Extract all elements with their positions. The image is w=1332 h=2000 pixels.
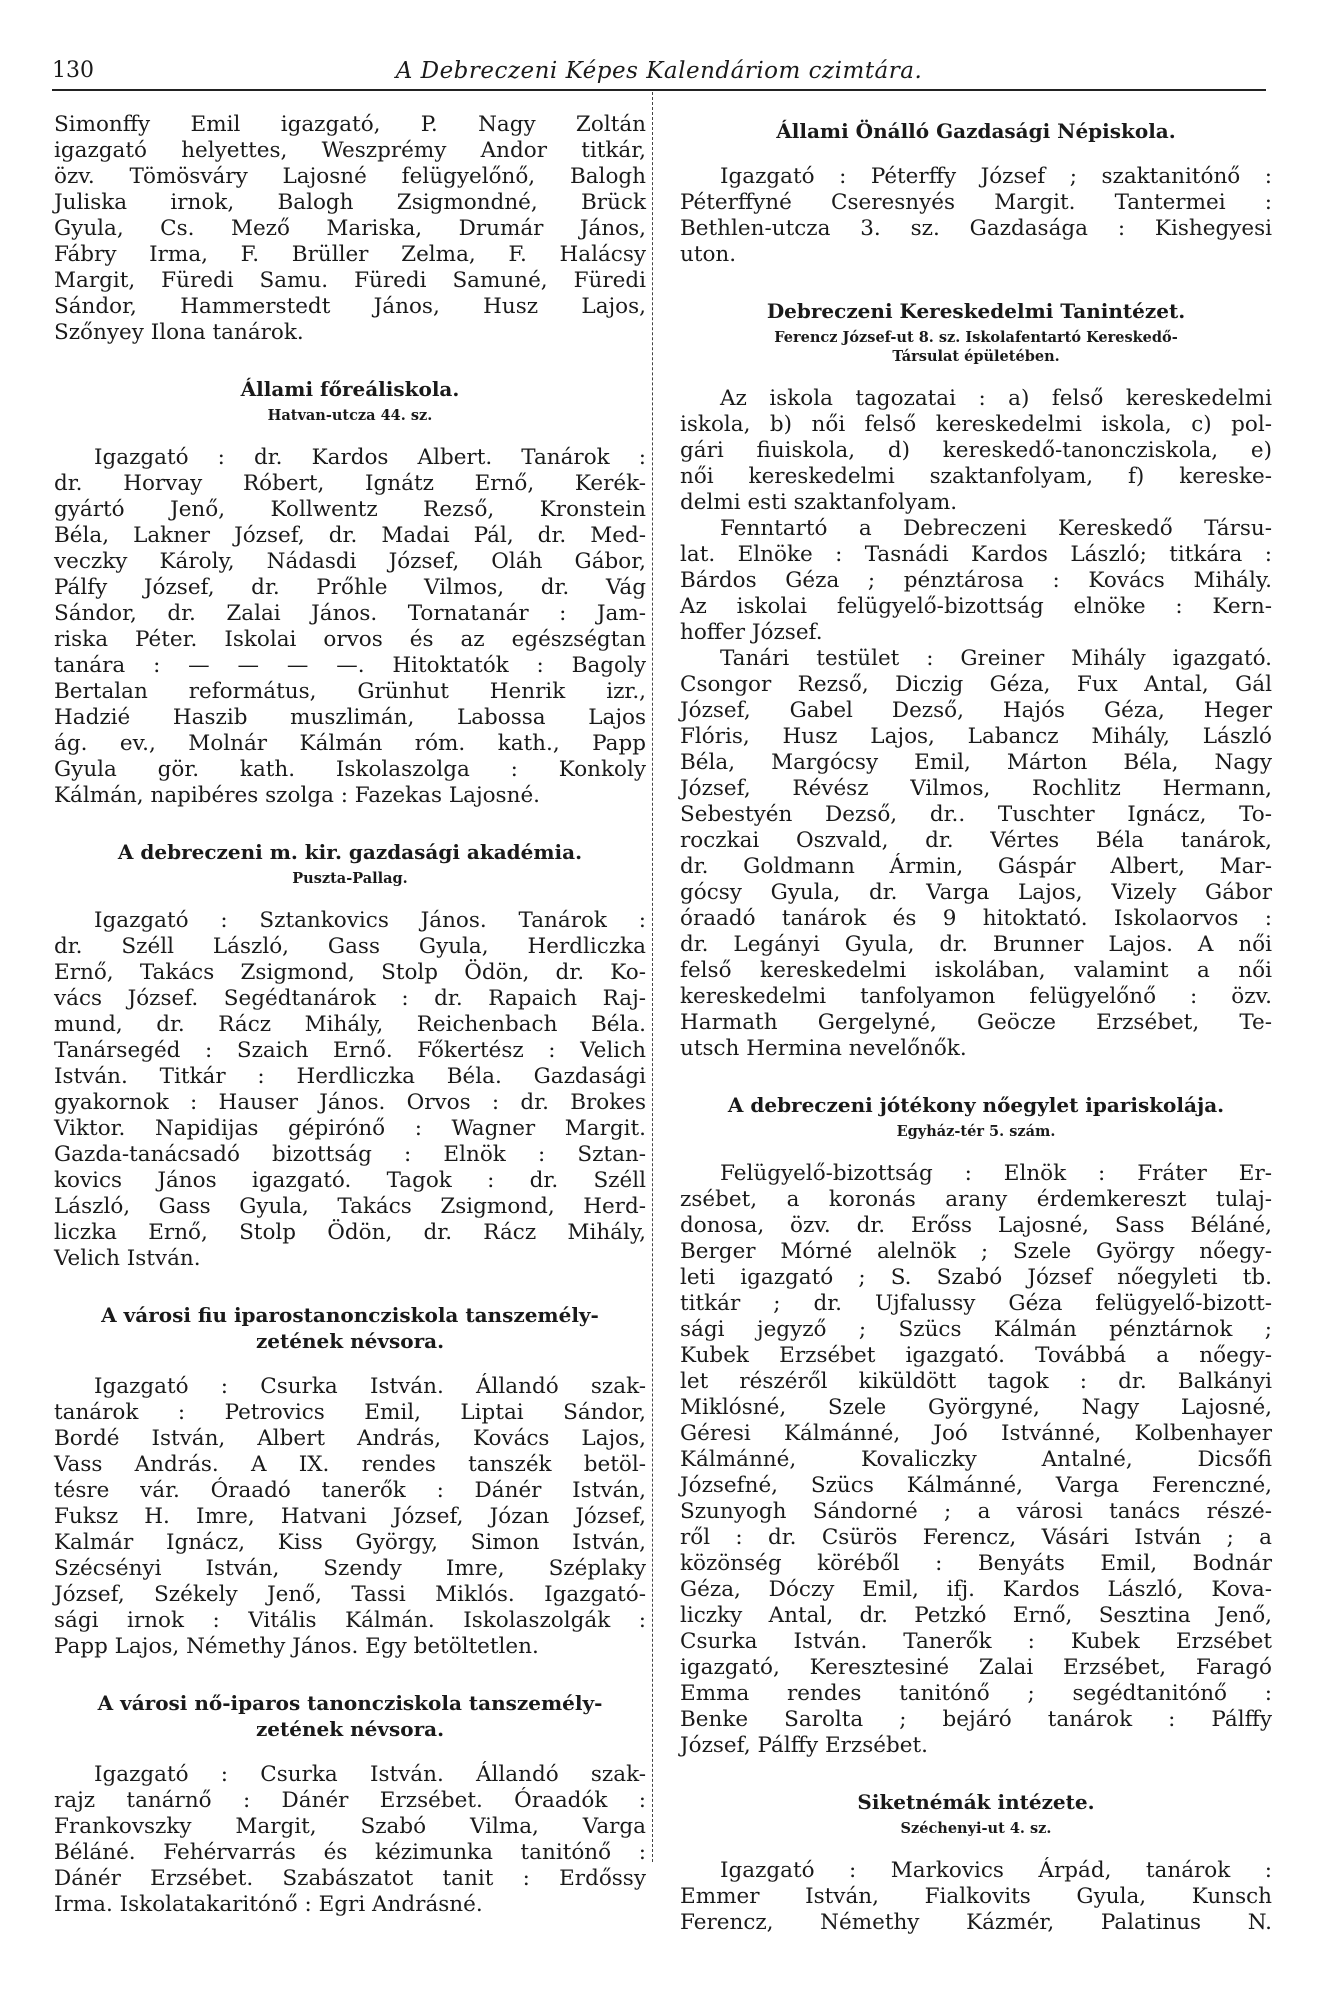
text-line: női kereskedelmi szaktanfolyam, f) kereske-: [680, 464, 1272, 489]
text-line: kereskedelmi tanfolyamon felügyelőnő : özv.: [680, 984, 1272, 1009]
paragraph: [54, 445, 646, 809]
text-line: Emma rendes tanitónő ; segédtanitónő :: [680, 1681, 1272, 1706]
column-divider: [652, 92, 653, 1862]
text-line: Igazgató : Péterffy József ; szaktanitónő :: [720, 164, 1272, 189]
page-number: 130: [52, 58, 94, 83]
text-line: delmi esti szaktanfolyam.: [680, 490, 958, 515]
text-line: Velich István.: [54, 1246, 201, 1271]
text-line: Fenntartó a Debreczeni Kereskedő Társu-: [720, 516, 1272, 541]
text-line: Gyula, Cs. Mező Mariska, Drumár János,: [54, 216, 646, 241]
text-line: gyakornok : Hauser János. Orvos : dr. Brokes: [54, 1090, 646, 1115]
text-line: roczkai Oszvald, dr. Vértes Béla tanárok,: [680, 828, 1272, 853]
text-line: mund, dr. Rácz Mihály, Reichenbach Béla.: [54, 1012, 646, 1037]
text-line: Bethlen-utcza 3. sz. Gazdasága : Kishegyesi: [680, 216, 1272, 241]
text-line: Irma. Iskolatakaritónő : Egri Andrásné.: [54, 1892, 483, 1917]
text-line: József, Gabel Dezső, Hajós Géza, Heger: [680, 698, 1272, 723]
text-line: uton.: [680, 242, 737, 267]
section-heading: [680, 1092, 1272, 1118]
text-line: Felügyelő-bizottság : Elnök : Fráter Er-: [720, 1161, 1272, 1186]
text-line: gári fiuiskola, d) kereskedő-tanoncziskola, e): [680, 438, 1272, 463]
heading-line: A debreczeni m. kir. gazdasági akadémia.: [117, 840, 583, 864]
text-line: utsch Hermina nevelőnők.: [680, 1036, 967, 1061]
text-line: Az iskola tagozatai : a) felső kereskedelmi: [720, 386, 1272, 411]
text-line: rajz tanárnő : Dánér Erzsébet. Óraadók :: [54, 1788, 646, 1813]
text-line: Csurka István. Tanerők : Kubek Erzsébet: [680, 1629, 1272, 1654]
text-line: Flóris, Husz Lajos, Labancz Mihály, László: [680, 724, 1272, 749]
text-line: Simonffy Emil igazgató, P. Nagy Zoltán: [54, 112, 646, 137]
text-line: felső kereskedelmi iskolában, valamint a női: [680, 958, 1272, 983]
page-header: [52, 58, 1266, 90]
text-line: tésre vár. Óraadó tanerők : Dánér István,: [54, 1478, 646, 1503]
text-line: Pálfy József, dr. Prőhle Vilmos, dr. Vág: [54, 575, 646, 600]
text-line: Kálmánné, Kovaliczky Antalné, Dicsőfi: [680, 1447, 1272, 1472]
text-line: Miklósné, Szele Györgyné, Nagy Lajosné,: [680, 1395, 1272, 1420]
text-line: Gyula gör. kath. Iskolaszolga : Konkoly: [54, 757, 646, 782]
text-line: Emmer István, Fialkovits Gyula, Kunsch: [680, 1884, 1272, 1909]
text-line: Gazda-tanácsadó bizottság : Elnök : Sztan-: [54, 1142, 646, 1167]
text-line: Tanári testület : Greiner Mihály igazgató.: [720, 646, 1272, 671]
text-line: dr. Széll László, Gass Gyula, Herdliczka: [54, 934, 646, 959]
heading-line: zetének névsora.: [255, 1717, 445, 1741]
heading-line: zetének névsora.: [255, 1329, 445, 1353]
address-line: Ferencz József-ut 8. sz. Iskolafentartó Kereskedő-: [774, 329, 1178, 346]
section-address: [54, 869, 646, 888]
text-line: hoffer József.: [680, 620, 823, 645]
text-line: gyártó Jenő, Kollwentz Rezső, Kronstein: [54, 497, 646, 522]
paragraph: [680, 646, 1272, 1062]
section-heading: [680, 118, 1272, 144]
text-line: Béla, Lakner József, dr. Madai Pál, dr. Med-: [54, 523, 646, 548]
address-line: Hatvan-utcza 44. sz.: [267, 407, 433, 424]
address-line: Társulat épületében.: [892, 348, 1060, 365]
text-line: sági jegyző ; Szücs Kálmán pénztárnok ;: [680, 1317, 1272, 1342]
heading-line: A városi nő-iparos tanoncziskola tanszemély-: [97, 1691, 603, 1715]
text-line: Fábry Irma, F. Brüller Zelma, F. Halácsy: [54, 242, 646, 267]
text-line: Csongor Rezső, Diczig Géza, Fux Antal, Gál: [680, 672, 1272, 697]
header-rule: [52, 89, 1266, 91]
text-line: tanárok : Petrovics Emil, Liptai Sándor,: [54, 1400, 646, 1425]
text-line: dr. Legányi Gyula, dr. Brunner Lajos. A női: [680, 932, 1272, 957]
text-line: Józsefné, Szücs Kálmánné, Varga Ferenczné,: [680, 1473, 1272, 1498]
text-line: Harmath Gergelyné, Geöcze Erzsébet, Te-: [680, 1010, 1272, 1035]
text-line: Bordé István, Albert András, Kovács Lajos,: [54, 1426, 646, 1451]
section-heading: [54, 1302, 646, 1354]
section-heading: [680, 298, 1272, 324]
text-line: közönség köréből : Benyáts Emil, Bodnár: [680, 1551, 1272, 1576]
heading-line: Állami főreáliskola.: [240, 377, 460, 401]
address-line: Széchenyi-ut 4. sz.: [900, 1820, 1052, 1837]
section-heading: [54, 839, 646, 865]
text-line: Igazgató : Markovics Árpád, tanárok :: [720, 1858, 1272, 1883]
text-line: Berger Mórné alelnök ; Szele György nőegy-: [680, 1239, 1272, 1264]
text-line: István. Titkár : Herdliczka Béla. Gazdasági: [54, 1064, 646, 1089]
text-line: lat. Elnöke : Tasnádi Kardos László; titkára :: [680, 542, 1272, 567]
paragraph: [54, 1374, 646, 1660]
section-heading: [54, 1690, 646, 1742]
text-line: Kubek Erzsébet igazgató. Továbbá a nőegy-: [680, 1343, 1272, 1368]
text-line: Vass András. A IX. rendes tanszék betöl-: [54, 1452, 646, 1477]
text-line: donosa, özv. dr. Erőss Lajosné, Sass Béláné,: [680, 1213, 1272, 1238]
address-line: Egyház-tér 5. szám.: [896, 1123, 1056, 1140]
text-line: dr. Goldmann Ármin, Gáspár Albert, Mar-: [680, 854, 1272, 879]
text-line: óraadó tanárok és 9 hitoktató. Iskolaorvos :: [680, 906, 1272, 931]
text-line: Viktor. Napidijas gépirónő : Wagner Margit.: [54, 1116, 646, 1141]
paragraph: [680, 1858, 1272, 1936]
text-line: Igazgató : dr. Kardos Albert. Tanárok :: [94, 445, 646, 470]
text-line: Ferencz, Némethy Kázmér, Palatinus N.: [680, 1910, 1272, 1935]
text-line: kovics János igazgató. Tagok : dr. Széll: [54, 1168, 646, 1193]
text-line: tanára : — — — —. Hitoktatók : Bagoly: [54, 653, 646, 678]
text-line: Sándor, Hammerstedt János, Husz Lajos,: [54, 294, 646, 319]
text-line: Frankovszky Margit, Szabó Vilma, Varga: [54, 1814, 646, 1839]
text-line: zsébet, a koronás arany érdemkereszt tulaj-: [680, 1187, 1272, 1212]
text-line: Bertalan református, Grünhut Henrik izr.,: [54, 679, 646, 704]
text-line: Igazgató : Sztankovics János. Tanárok :: [94, 908, 646, 933]
heading-line: Siketnémák intézete.: [857, 1790, 1095, 1814]
text-line: let részéről kiküldött tagok : dr. Balkányi: [680, 1369, 1272, 1394]
text-line: Szőnyey Ilona tanárok.: [54, 320, 304, 345]
text-line: József, Székely Jenő, Tassi Miklós. Igazgató-: [54, 1582, 646, 1607]
text-line: Igazgató : Csurka István. Állandó szak-: [94, 1762, 646, 1787]
text-line: liczka Ernő, Stolp Ödön, dr. Rácz Mihály,: [54, 1220, 646, 1245]
heading-line: A debreczeni jótékony nőegylet ipariskolája.: [727, 1093, 1225, 1117]
text-line: Margit, Füredi Samu. Füredi Samuné, Füredi: [54, 268, 646, 293]
heading-line: A városi fiu iparostanoncziskola tanszemély-: [101, 1303, 599, 1327]
text-line: Géresi Kálmánné, Joó Istvánné, Kolbenhayer: [680, 1421, 1272, 1446]
section-address: [54, 406, 646, 425]
text-line: László, Gass Gyula, Takács Zsigmond, Herd-: [54, 1194, 646, 1219]
text-line: Ernő, Takács Zsigmond, Stolp Ödön, dr. Ko-: [54, 960, 646, 985]
section-heading: [54, 376, 646, 402]
text-line: Béla, Margócsy Emil, Márton Béla, Nagy: [680, 750, 1272, 775]
text-line: veczky Károly, Nádasdi József, Oláh Gábor,: [54, 549, 646, 574]
text-line: Fuksz H. Imre, Hatvani József, Józan József,: [54, 1504, 646, 1529]
text-line: riska Péter. Iskolai orvos és az egészségtan: [54, 627, 646, 652]
running-title: A Debreczeni Képes Kalendáriom czimtára.: [395, 58, 923, 84]
paragraph: [680, 516, 1272, 646]
text-line: liczky Antal, dr. Petzkó Ernő, Sesztina Jenő,: [680, 1603, 1272, 1628]
text-line: Sándor, dr. Zalai János. Tornatanár : Jam-: [54, 601, 646, 626]
paragraph: [680, 386, 1272, 516]
text-line: Benke Sarolta ; bejáró tanárok : Pálffy: [680, 1707, 1272, 1732]
paragraph: [54, 908, 646, 1272]
text-line: Szunyogh Sándorné ; a városi tanács részé-: [680, 1499, 1272, 1524]
paragraph: [54, 112, 646, 346]
text-line: Kalmár Ignácz, Kiss György, Simon István,: [54, 1530, 646, 1555]
text-line: Péterffyné Cseresnyés Margit. Tantermei :: [680, 190, 1272, 215]
text-line: Géza, Dóczy Emil, ifj. Kardos László, Kova-: [680, 1577, 1272, 1602]
text-line: József, Révész Vilmos, Rochlitz Hermann,: [680, 776, 1272, 801]
text-line: Bárdos Géza ; pénztárosa : Kovács Mihály.: [680, 568, 1272, 593]
text-line: Juliska irnok, Balogh Zsigmondné, Brück: [54, 190, 646, 215]
text-line: Tanársegéd : Szaich Ernő. Főkertész : Velich: [54, 1038, 646, 1063]
section-address: [680, 1122, 1272, 1141]
paragraph: [680, 164, 1272, 268]
text-line: iskola, b) női felső kereskedelmi iskola, c) pol-: [680, 412, 1272, 437]
text-line: ág. ev., Molnár Kálmán róm. kath., Papp: [54, 731, 646, 756]
text-line: ről : dr. Csürös Ferencz, Vásári István ; a: [680, 1525, 1272, 1550]
address-line: Puszta-Pallag.: [292, 870, 408, 887]
text-line: Dánér Erzsébet. Szabászatot tanit : Erdőssy: [54, 1866, 646, 1891]
text-line: igazgató helyettes, Weszprémy Andor titkár,: [54, 138, 646, 163]
text-line: Szécsényi István, Szendy Imre, Széplaky: [54, 1556, 646, 1581]
text-line: gócsy Gyula, dr. Varga Lajos, Vizely Gábor: [680, 880, 1272, 905]
text-line: Béláné. Fehérvarrás és kézimunka tanitónő :: [54, 1840, 646, 1865]
heading-line: Állami Önálló Gazdasági Népiskola.: [776, 119, 1176, 143]
text-line: titkár ; dr. Ujfalussy Géza felügyelő-bizott-: [680, 1291, 1272, 1316]
text-line: vács József. Segédtanárok : dr. Rapaich Raj-: [54, 986, 646, 1011]
text-line: József, Pálffy Erzsébet.: [680, 1733, 928, 1758]
text-line: Papp Lajos, Némethy János. Egy betöltetlen.: [54, 1634, 539, 1659]
section-heading: [680, 1789, 1272, 1815]
text-line: Sebestyén Dezső, dr.. Tuschter Ignácz, To-: [680, 802, 1272, 827]
left-column: [54, 112, 646, 1918]
text-line: igazgató, Keresztesiné Zalai Erzsébet, Faragó: [680, 1655, 1272, 1680]
paragraph: [54, 1762, 646, 1918]
text-line: leti igazgató ; S. Szabó József nőegyleti tb.: [680, 1265, 1272, 1290]
text-line: Igazgató : Csurka István. Állandó szak-: [94, 1374, 646, 1399]
text-line: Kálmán, napibéres szolga : Fazekas Lajosné.: [54, 783, 540, 808]
text-line: Hadzié Haszib muszlimán, Labossa Lajos: [54, 705, 646, 730]
text-line: özv. Tömösváry Lajosné felügyelőnő, Balogh: [54, 164, 646, 189]
text-line: Az iskolai felügyelő-bizottság elnöke : Kern-: [680, 594, 1272, 619]
heading-line: Debreczeni Kereskedelmi Tanintézet.: [766, 299, 1186, 323]
text-line: dr. Horvay Róbert, Ignátz Ernő, Kerék-: [54, 471, 646, 496]
section-address: [680, 328, 1272, 366]
paragraph: [680, 1161, 1272, 1759]
text-line: sági irnok : Vitális Kálmán. Iskolaszolgák :: [54, 1608, 646, 1633]
right-column: [680, 112, 1272, 1936]
section-address: [680, 1819, 1272, 1838]
